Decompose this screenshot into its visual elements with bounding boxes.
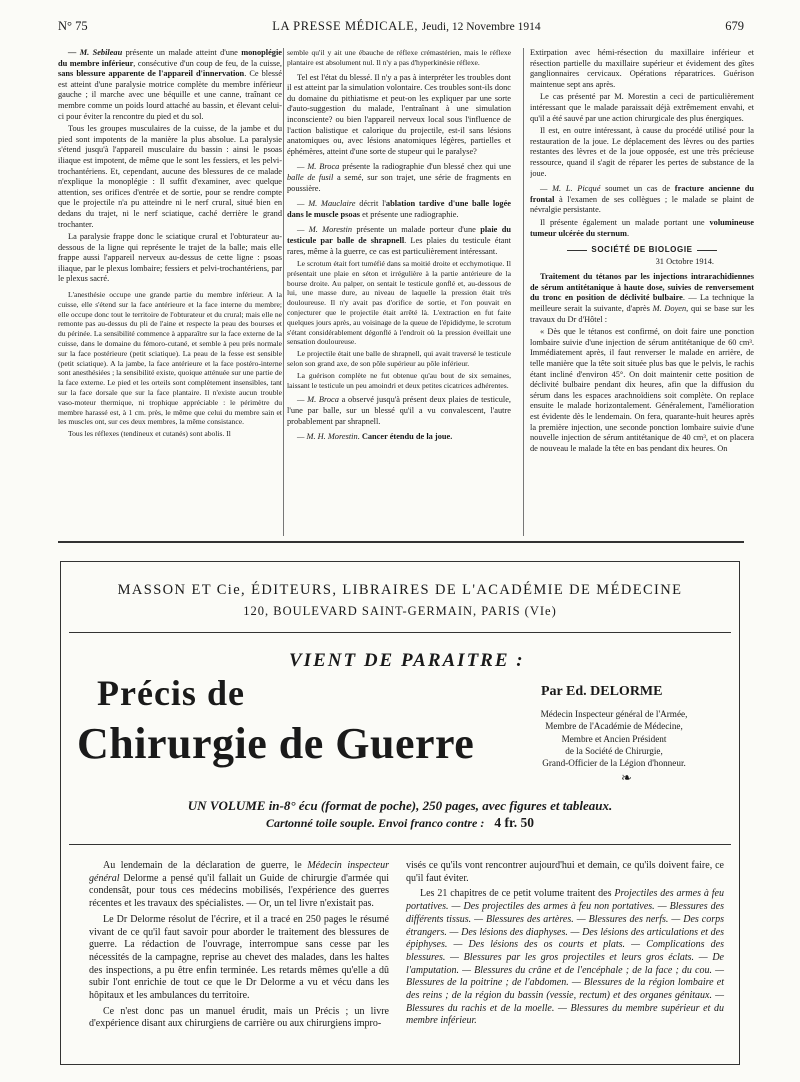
paragraph: Le Dr Delorme résolut de l'écrire, et il a tracé en 250 pages le résumé vivant de ce qu'il faut savoir pour aborder le traitement des blessures de guerre. La rédaction de l'ouvrage, interrompue sans cesse par les nécessités de la campagne, reprise au chevet des malades, dans les haltes des inspections, a pu être enfin terminée. Les retards mêmes qu'elle a dû subir l'ont enrichie de tout ce que le Dr Delorme a vu et vécu dans les hôpitaux et les ambulances du territoire. xyxy=(89,913,389,1002)
publisher-name: MASSON ET Cie, ÉDITEURS, LIBRAIRES DE L'ACADÉMIE DE MÉDECINE xyxy=(117,582,683,598)
paragraph: — M. Mauclaire décrit l'ablation tardive d'une balle logée dans le muscle psoas et présente une radiographie. xyxy=(287,199,511,219)
author-title: Membre et Ancien Président xyxy=(561,733,667,744)
paragraph: Tous les réflexes (tendineux et cutanés) sont abolis. Il xyxy=(68,429,231,439)
book-title-line-1: Précis de xyxy=(97,673,245,713)
page-header xyxy=(58,19,744,35)
author-title: Membre de l'Académie de Médecine, xyxy=(545,721,683,732)
paragraph: L'anesthésie occupe une grande partie du membre inférieur. A la cuisse, elle s'étend sur la face antérieure et la face interne du membre; elle occupe donc tout le territoire de l'obturateur et du crural; mais elle ne remonte pas au-dessus du pli de l'aine et respecte la peau des bourses et du périnée. La sensibilité commence à apparaître sur la face externe de la cuisse, dans le domaine du fémoro-cutané, et semble à peu près normale sur la face postérieure (petit sciatique). La peau de la fesse est sensible (petit sciatique). A la jambe, la face antérieure et la face postéro-interne sont anesthésiées ; la sensibilité existe, quoique atténuée sur une partie de la face externe. Le pied et les orteils sont complètement insensibles, tant sur la face dorsale que sur la face plantaire. Il n'existe aucun trouble vaso-moteur thermique, ni trophique appréciable : le périmètre du membre harassé est, à 1 cm. près, le même que celui du membre sain et les muscles ont, sur ces deux membres, la même consistance. xyxy=(58,290,282,427)
ad-text-right xyxy=(406,860,724,1031)
ad-divider xyxy=(69,844,731,845)
paragraph: Tous les groupes musculaires de la cuisse, de la jambe et du pied sont impotents de la manière la plus absolue. La paralysie s'étend jusqu'à l'appareil musculaire du bassin : ainsi le psoas iliaque est impotent, de même que le sont les fessiers, et les pelvi-trochantériens. Et, cependant, aucune des blessures de ce malade n'explique la monoplégie : Il suffit d'examiner, avec quelque attention, ses orifices d'entrée et de sortie, pour se rendre compte que le projectile n'a pu atteindre ni le nerf crural, situé bien en dedans du trajet, ni le nerf sciatique, caché derrière le grand trochanter. xyxy=(58,124,282,229)
author-title: Médecin Inspecteur général de l'Armée, xyxy=(540,709,688,719)
paragraph: Le scrotum était fort tuméfié dans sa moitié droite et ecchymotique. Il présentait une plaie en séton et irrégulière à la partie antérieure de la bourse droite. Au palper, on sentait le testicule gonflé et, au-dessous de lui, une masse dure, au niveau de laquelle la pression était très douloureuse. Il n'y avait pas d'orifice de sortie, et l'on pouvait en conjecturer que le projectile était arrêté là. L'extraction en fut faite quelques jours après, au voisinage de la queue de l'épididyme, le scrotum s'étant considérablement dégonflé à l'endroit où la pression éveillait une sensation douloureuse. xyxy=(287,259,511,347)
society-name: SOCIÉTÉ DE BIOLOGIE xyxy=(591,245,693,255)
paragraph: La guérison complète ne fut obtenue qu'au bout de six semaines, laissant le testicule un peu amoindri et deux petites cicatrices adhérentes. xyxy=(287,370,511,390)
issue-date: Jeudi, 12 Novembre 1914 xyxy=(421,21,541,33)
paragraph: Extirpation avec hémi-résection du maxillaire inférieur et résection partielle du maxillaire supérieur et évidement des gîtes ganglionnaires cervicaux. Opérations réparatrices. Guérison maintenue sept ans après. xyxy=(530,48,754,89)
text-column-2 xyxy=(287,48,511,536)
text-column-1 xyxy=(58,48,282,536)
paragraph: — M. Broca a observé jusqu'à présent deux plaies de testicule, l'une par balle, sur un blessé qu'il a vu convalescent, l'autre probablement par shrapnell. xyxy=(287,395,511,426)
paragraph: semble qu'il y ait une ébauche de réflexe crémastérien, mais le réflexe plantaire est absolument nul. Il n'y a pas d'hyperkinésie réflexe. xyxy=(287,48,511,67)
section-heading xyxy=(530,245,754,256)
column-divider xyxy=(523,48,524,536)
text-column-3 xyxy=(530,48,754,536)
paragraph: Ce n'est donc pas un manuel érudit, mais un Précis ; un livre d'expérience disant aux chirurgiens de carrière ou aux chirurgiens impro- xyxy=(89,1005,389,1030)
paragraph: — M. Broca présente la radiographie d'un blessé chez qui une balle de fusil a semé, sur son trajet, une série de fragments en poussière. xyxy=(287,162,511,193)
column-divider xyxy=(283,48,284,536)
price: 4 fr. 50 xyxy=(494,815,534,830)
paragraph: — M. Morestin présente un malade porteur d'une plaie du testicule par balle de shrapnell. Les plaies du testicule étant rares, même à la guerre, ce cas est particulièrement intéressant. xyxy=(287,225,511,256)
paragraph: La paralysie frappe donc le sciatique crural et l'obturateur au-dessous de la ligne qui représente le trajet de la balle; mais elle frappe aussi l'appareil nerveux au-dessus de cette ligne : psoas iliaque, par le plexus lombaire; fessiers et pelvi-trochantériens, par le plexus sacré. xyxy=(58,232,282,284)
paragraph: Le projectile était une balle de shrapnell, qui avait traversé le testicule selon son grand axe, de son pôle supérieur au pôle inférieur. xyxy=(287,349,511,369)
book-title-line-2: Chirurgie de Guerre xyxy=(77,719,475,768)
paragraph: « Dès que le tétanos est confirmé, on doit faire une ponction lombaire suivie d'une injection de sérum antitétanique de 60 cm³. Immédiatement après, il faut renverser le malade en arrière, de telle manière que la tête soit située plus bas que le pelvis, le rachis étant incliné d'environ 45°. On doit maintenir cette position de déclivité bulbaire pendant dix heures, afin que la diffusion du sérum dans les espaces arachnoïdiens soit complète. On replace ensuite le malade horizontalement. Généralement, l'amélioration est évidente dès le lendemain. On fera, quarante-huit heures après la première injection, une seconde ponction lombaire suivie d'une nouvelle injection de sérum antitétanique de 40 cm³, et on placera de nouveau le malade la tête en bas pendant dix heures. On xyxy=(530,327,754,453)
paragraph: — M. H. Morestin. Cancer étendu de la joue. xyxy=(297,432,453,442)
volume-description: UN VOLUME in-8° écu (format de poche), 250 pages, avec figures et tableaux. xyxy=(187,798,613,813)
session-date: 31 Octobre 1914. xyxy=(655,256,714,266)
book-author: Par Ed. DELORME xyxy=(541,684,663,699)
journal-name: LA PRESSE MÉDICALE, xyxy=(272,19,419,33)
heading-rule xyxy=(697,250,717,251)
ad-text-left xyxy=(89,860,389,1034)
page-number: 679 xyxy=(725,19,744,33)
ornament-icon: ❧ xyxy=(621,770,632,785)
journal-title-line xyxy=(272,19,540,34)
ad-divider xyxy=(69,632,731,633)
book-advertisement xyxy=(60,561,740,1065)
section-divider xyxy=(58,541,744,543)
paragraph: Tel est l'état du blessé. Il n'y a pas à interpréter les troubles dont il est atteint par la simulation volontaire. Ces troubles sont-ils donc du domaine du pithiatisme et peut-on les expliquer par une sorte d'auto-suggestion du malade, l'entraînant à une simulation inconsciente? ou bien l'appareil nerveux local sous l'influence de l'action balistique et calorique du projectile, est-il sans lésions anatomiques ou, avec lésions anatomiques légères, partielles et éphémères, atteint d'une sorte de stupeur qui le paralyse? xyxy=(287,72,511,156)
author-title: de la Société de Chirurgie, xyxy=(565,745,663,756)
paragraph: Au lendemain de la déclaration de guerre, le Médecin inspecteur général Delorme a pensé qu'il fallait un Guide de chirurgie d'armée qui condensât, pour tous ces médecins mobilisés, l'expérience des guerres récentes et les travaux des spécialistes. — Or, un tel livre n'existait pas. xyxy=(89,860,389,910)
author-titles xyxy=(499,708,729,769)
paragraph: Traitement du tétanos par les injections intrarachidiennes de sérum antitétanique à haute dose, suivies de renversement du tronc en position de déclivité bulbaire. — La technique la meilleure serait la suivante, d'après M. Doyen, qui se base sur les travaux du Dr d'Hôtel : xyxy=(530,272,754,324)
paragraph: Les 21 chapitres de ce petit volume traitent des Projectiles des armes à feu portatives. — Des projectiles des armes à feu non portatives. — Blessures des différents tissus. — Blessures des artères. — Blessures des nerfs. — Des corps étrangers. — Des lésions des diaphyses. — Des lésions des articulations et des épiphyses. — Des lésions des os courts et plats. — Complications des blessures. — Blessures par les gros projectiles et leurs gros éclats. — De l'amputation. — Blessures du crâne et de l'encéphale ; de la face ; du cou. — Blessures de la poitrine ; de l'abdomen. — Blessures de la région lombaire et des reins ; de la région du bassin (vessie, rectum) et des organes génitaux. — Blessures du rachis et de la moelle. — Blessures du membre supérieur et du membre inférieur. xyxy=(406,888,724,1027)
heading-rule xyxy=(567,250,587,251)
author-title: Grand-Officier de la Légion d'honneur. xyxy=(542,758,686,769)
paragraph: — M. Sebileau présente un malade atteint d'une monoplégie du membre inférieur, consécutive d'un coup de feu, de la cuisse, sans blessure apparente de l'appareil d'innervation. Ce blessé est atteint d'une paralysie motrice complète du membre inférieur gauche ; il marche avec une béquille et une canne, traînant ce membre comme un poids lourd attaché au bassin, et élevant celui-ci pour éviter la rencontre du pied et du sol. xyxy=(58,48,282,121)
publisher-address: 120, BOULEVARD SAINT-GERMAIN, PARIS (VIe) xyxy=(243,604,557,618)
paragraph: — M. L. Picqué soumet un cas de fracture ancienne du frontal à l'examen de ses collègues ; le malade se plaint de névralgie persistante. xyxy=(530,184,754,215)
announcement: VIENT DE PARAITRE : xyxy=(289,650,525,671)
paragraph: Il est, en outre intéressant, à cause du procédé utilisé pour la restauration de la joue. Le déplacement des lèvres ou des parties restantes des lèvres et de la joue opposée, est une très précieuse ressource, quand il s'agit de réparer les pertes de substance de la joue. xyxy=(530,126,754,178)
paragraph: Le cas présenté par M. Morestin a ceci de particulièrement intéressant que le malade paraissait déjà extrêmement envahi, et qu'il a été sauvé par une action chirurgicale des plus énergiques. xyxy=(530,92,754,123)
paragraph: Il présente également un malade portant une volumineuse tumeur ulcérée du sternum. xyxy=(530,217,754,238)
binding-note: Cartonné toile souple. Envoi franco contre : xyxy=(266,816,485,830)
binding-and-price xyxy=(61,815,739,831)
issue-number: N° 75 xyxy=(58,19,88,33)
paragraph: visés ce qu'ils vont rencontrer aujourd'hui et demain, ce qu'ils doivent faire, ce qu'il faut éviter. xyxy=(406,860,724,884)
